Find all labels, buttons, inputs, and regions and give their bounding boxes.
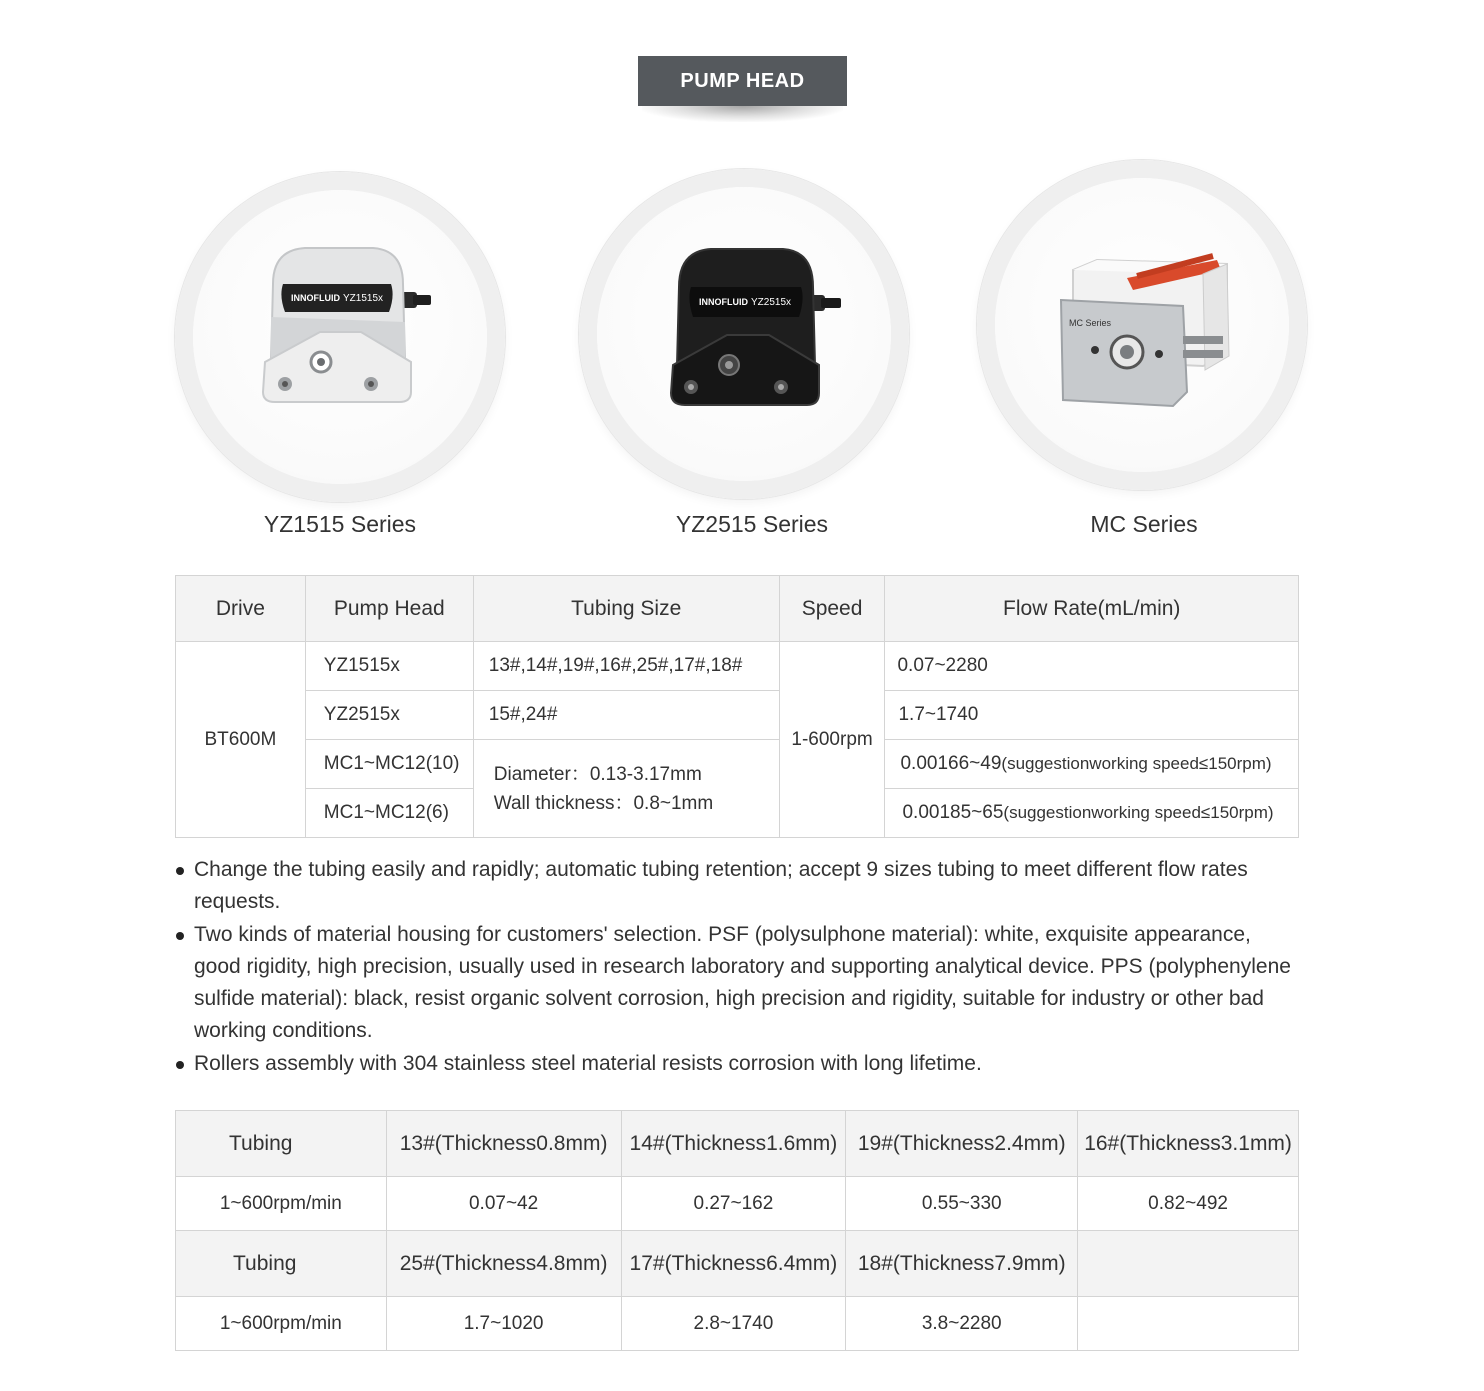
mc-tubing-cell — [473, 740, 779, 838]
header-cell: Drive — [176, 576, 306, 642]
product-caption: MC Series — [1090, 511, 1198, 537]
tubing-header-cell: 16#(Thickness3.1mm) — [1078, 1111, 1299, 1177]
flow-value: 0.00166~49 — [900, 753, 1002, 774]
flow-note: (suggestionworking speed≤150rpm) — [1001, 754, 1272, 773]
flow-value-cell: 1.7~1020 — [386, 1297, 621, 1351]
table-row — [176, 1111, 1299, 1177]
tubing-header-cell: 13#(Thickness0.8mm) — [386, 1111, 621, 1177]
flow-value-cell: 0.07~42 — [386, 1177, 621, 1231]
table-row — [176, 691, 1299, 740]
table-row — [176, 740, 1299, 789]
pump-head-black-icon — [579, 169, 909, 499]
flow-value-cell: 3.8~2280 — [846, 1297, 1078, 1351]
section-banner — [638, 56, 847, 122]
product-image-yz2515 — [579, 169, 909, 499]
section-title: PUMP HEAD — [638, 56, 847, 106]
pump-head-white-icon — [175, 172, 505, 502]
list-item: Rollers assembly with 304 stainless steel material resists corrosion with long lifetime. — [175, 1048, 1299, 1080]
flow-cell — [885, 740, 1299, 789]
flow-rate-table — [175, 1110, 1299, 1351]
drive-cell: BT600M — [176, 642, 306, 838]
flow-value-cell — [1078, 1297, 1299, 1351]
product-image-yz1515 — [175, 172, 505, 502]
header-cell: Flow Rate(mL/min) — [885, 576, 1299, 642]
flow-value: 0.00185~65 — [902, 802, 1004, 823]
list-item: Change the tubing easily and rapidly; automatic tubing retention; accept 9 sizes tubing to meet different flow rates requests. — [175, 854, 1299, 919]
tubing-header-cell: 18#(Thickness7.9mm) — [846, 1231, 1078, 1297]
tubing-header-cell: 17#(Thickness6.4mm) — [621, 1231, 846, 1297]
flow-cell — [885, 789, 1299, 838]
speed-cell: 1-600rpm — [779, 642, 885, 838]
list-item: Two kinds of material housing for customers' selection. PSF (polysulphone material): white, exquisite appearance, good rigidity, high precision, usually used in research laboratory and supporting analytical device. PPS (polyphenylene sulfide material): black, resist organic solvent corrosion, high precision and rigidity, suitable for industry or other bad working conditions. — [175, 919, 1299, 1048]
table-row — [176, 1231, 1299, 1297]
pump-head-cell: MC1~MC12(10) — [305, 740, 473, 789]
tubing-header-cell: 19#(Thickness2.4mm) — [846, 1111, 1078, 1177]
banner-shadow — [642, 106, 843, 122]
flow-value-cell: 0.27~162 — [621, 1177, 846, 1231]
header-cell: Tubing Size — [473, 576, 779, 642]
svg-text:YZ1515x: YZ1515x — [343, 293, 384, 304]
flow-value-cell: 0.82~492 — [1078, 1177, 1299, 1231]
svg-text:INNOFLUID: INNOFLUID — [291, 293, 340, 303]
row-label: 1~600rpm/min — [176, 1297, 387, 1351]
tubing-header-cell: 25#(Thickness4.8mm) — [386, 1231, 621, 1297]
flow-value-cell: 2.8~1740 — [621, 1297, 846, 1351]
tubing-header-cell — [1078, 1231, 1299, 1297]
pump-head-cell: YZ2515x — [305, 691, 473, 740]
feature-list — [175, 854, 1299, 1080]
table-row — [176, 642, 1299, 691]
row-label: Tubing — [176, 1231, 387, 1297]
product-caption: YZ2515 Series — [675, 511, 829, 537]
header-cell: Speed — [779, 576, 885, 642]
tubing-cell: 13#,14#,19#,16#,25#,17#,18# — [473, 642, 779, 691]
table-row — [176, 1297, 1299, 1351]
row-label: Tubing — [176, 1111, 387, 1177]
tubing-header-cell: 14#(Thickness1.6mm) — [621, 1111, 846, 1177]
pump-head-cell: YZ1515x — [305, 642, 473, 691]
flow-note: (suggestionworking speed≤150rpm) — [1003, 803, 1274, 822]
product-image-mc — [977, 160, 1307, 490]
svg-text:INNOFLUID: INNOFLUID — [699, 297, 748, 307]
mc-tubing-wall: Wall thickness：0.8~1mm — [493, 792, 714, 814]
flow-cell: 1.7~1740 — [885, 691, 1299, 740]
flow-value-cell: 0.55~330 — [846, 1177, 1078, 1231]
pump-head-mc-icon — [977, 160, 1307, 490]
spec-table — [175, 575, 1299, 838]
table-row — [176, 1177, 1299, 1231]
header-cell: Pump Head — [305, 576, 473, 642]
svg-text:MC Series: MC Series — [1069, 318, 1112, 328]
mc-tubing-diameter: Diameter：0.13-3.17mm — [493, 763, 702, 785]
flow-cell: 0.07~2280 — [885, 642, 1299, 691]
row-label: 1~600rpm/min — [176, 1177, 387, 1231]
tubing-cell: 15#,24# — [473, 691, 779, 740]
spec-table-header — [176, 576, 1299, 642]
svg-text:YZ2515x: YZ2515x — [751, 297, 792, 308]
product-caption: YZ1515 Series — [263, 511, 417, 537]
pump-head-cell: MC1~MC12(6) — [305, 789, 473, 838]
